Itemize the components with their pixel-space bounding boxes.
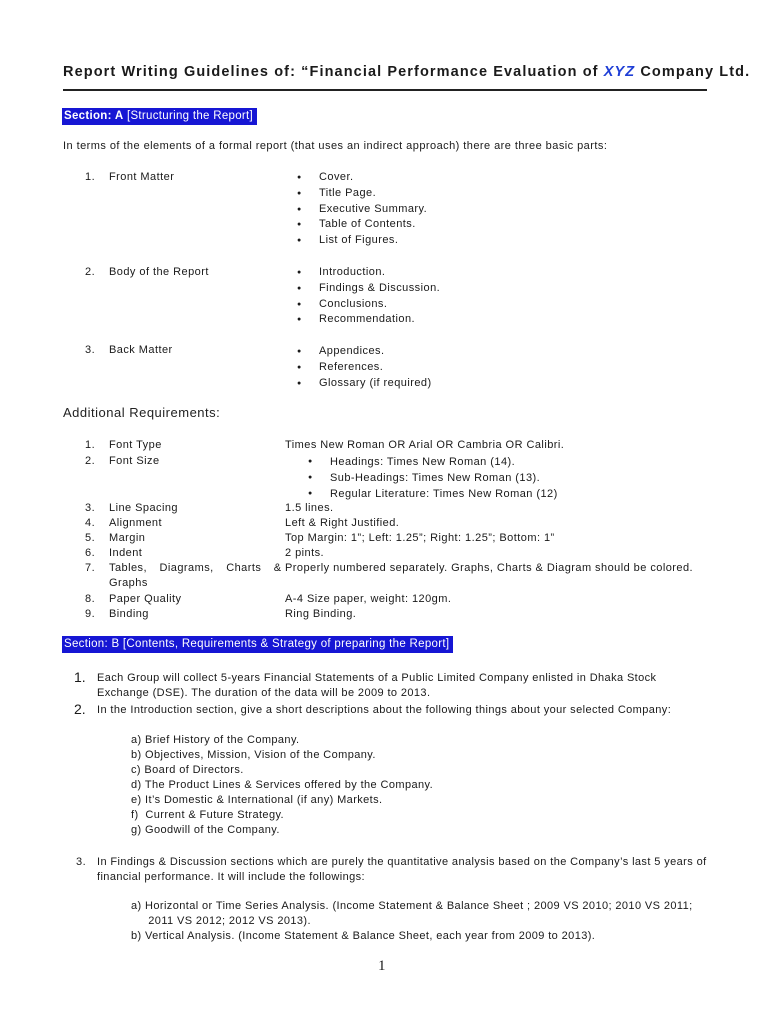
section-b-paragraph: In Findings & Discussion sections which are purely the quantitative analysis based on the Company’s last 5 years of financial performance. It will include the followings: xyxy=(97,856,707,883)
req-number: 7. xyxy=(85,562,96,574)
part-1-bullet-list xyxy=(297,170,427,249)
bullet-item: ● Executive Summary. xyxy=(297,202,427,218)
req-number: 2. xyxy=(85,455,96,467)
list-item: g) Goodwill of the Company. xyxy=(131,824,280,836)
bullet-item: ● Findings & Discussion. xyxy=(297,281,440,297)
section-a-title: [Structuring the Report] xyxy=(123,110,254,122)
part-1-number: 1. xyxy=(85,171,96,183)
section-b-title: [Contents, Requirements & Strategy of preparing the Report] xyxy=(119,638,450,650)
introduction-topics-list xyxy=(131,733,433,838)
req-number: 9. xyxy=(85,608,96,620)
list-item: 2011 VS 2012; 2012 VS 2013). xyxy=(131,915,311,927)
title-suffix: Company Ltd. xyxy=(635,64,751,80)
req-value: A-4 Size paper, weight: 120gm. xyxy=(285,593,452,605)
req-label: Line Spacing xyxy=(109,502,179,514)
part-1-name: Front Matter xyxy=(109,171,175,183)
bullet-item: ● Regular Literature: Times New Roman (12) xyxy=(308,486,558,502)
findings-topics-list xyxy=(131,899,693,944)
part-2-bullet-list xyxy=(297,265,440,328)
bullet-item: ● List of Figures. xyxy=(297,233,427,249)
req-label: Font Type xyxy=(109,439,162,451)
bullet-item: ● Glossary (if required) xyxy=(297,376,432,392)
req-label: Margin xyxy=(109,532,146,544)
req-value: Times New Roman OR Arial OR Cambria OR Calibri. xyxy=(285,439,565,451)
section-b-paragraph: Each Group will collect 5-years Financial Statements of a Public Limited Company enlisted in Dhaka Stock Exchange (DSE). The duration of the data will be 2009 to 2013. xyxy=(97,672,657,699)
req-value: Ring Binding. xyxy=(285,608,357,620)
bullet-item: ● Sub-Headings: Times New Roman (13). xyxy=(308,470,558,486)
req-value: Left & Right Justified. xyxy=(285,517,400,529)
req-value: Top Margin: 1”; Left: 1.25”; Right: 1.25”; Bottom: 1” xyxy=(285,532,555,544)
req-number: 8. xyxy=(85,593,96,605)
bullet-item: ● Cover. xyxy=(297,170,427,186)
req-label: Paper Quality xyxy=(109,593,182,605)
req-label-continued: Graphs xyxy=(109,577,148,589)
section-b-number: 2. xyxy=(74,701,86,717)
req-number: 1. xyxy=(85,439,96,451)
req-label: Font Size xyxy=(109,455,160,467)
font-size-bullet-list xyxy=(308,454,558,502)
section-a-header xyxy=(62,108,257,125)
list-item: f) Current & Future Strategy. xyxy=(131,809,285,821)
section-b-paragraph: In the Introduction section, give a short descriptions about the following things about your selected Company: xyxy=(97,704,672,716)
bullet-item: ● Recommendation. xyxy=(297,312,440,328)
title-underline xyxy=(63,89,707,91)
part-3-number: 3. xyxy=(85,344,96,356)
title-prefix: Report Writing Guidelines of: “Financial Performance Evaluation of xyxy=(63,64,604,80)
section-b-number: 3. xyxy=(76,856,87,868)
bullet-item: ● Introduction. xyxy=(297,265,440,281)
part-3-name: Back Matter xyxy=(109,344,173,356)
list-item: c) Board of Directors. xyxy=(131,764,244,776)
req-value: 2 pints. xyxy=(285,547,325,559)
req-value: Properly numbered separately. Graphs, Charts & Diagram should be colored. xyxy=(285,562,694,574)
section-b-label: Section: B xyxy=(64,638,120,650)
list-item: a) Horizontal or Time Series Analysis. (Income Statement & Balance Sheet ; 2009 VS 2010; 2010 VS 2011; xyxy=(131,900,693,912)
part-2-number: 2. xyxy=(85,266,96,278)
req-label: Tables, Diagrams, Charts & xyxy=(109,562,282,574)
req-number: 5. xyxy=(85,532,96,544)
section-b-header xyxy=(62,636,453,653)
part-2-name: Body of the Report xyxy=(109,266,209,278)
req-label: Indent xyxy=(109,547,143,559)
bullet-item: ● Headings: Times New Roman (14). xyxy=(308,454,558,470)
document-title xyxy=(63,64,751,80)
bullet-item: ● References. xyxy=(297,360,432,376)
bullet-item: ● Table of Contents. xyxy=(297,217,427,233)
req-label: Alignment xyxy=(109,517,162,529)
additional-requirements-heading: Additional Requirements: xyxy=(63,405,221,420)
title-highlight: XYZ xyxy=(603,64,636,80)
bullet-item: ● Conclusions. xyxy=(297,297,440,313)
section-a-intro: In terms of the elements of a formal report (that uses an indirect approach) there are three basic parts: xyxy=(63,140,608,152)
req-number: 4. xyxy=(85,517,96,529)
bullet-item: ● Appendices. xyxy=(297,344,432,360)
page-number: 1 xyxy=(378,958,386,974)
req-label: Binding xyxy=(109,608,149,620)
req-number: 6. xyxy=(85,547,96,559)
req-number: 3. xyxy=(85,502,96,514)
bullet-item: ● Title Page. xyxy=(297,186,427,202)
list-item: b) Vertical Analysis. (Income Statement & Balance Sheet, each year from 2009 to 2013). xyxy=(131,930,596,942)
req-value: 1.5 lines. xyxy=(285,502,334,514)
list-item: a) Brief History of the Company. xyxy=(131,734,300,746)
list-item: d) The Product Lines & Services offered by the Company. xyxy=(131,779,434,791)
part-3-bullet-list xyxy=(297,344,432,391)
section-a-label: Section: A xyxy=(64,110,124,122)
list-item: e) It’s Domestic & International (if any) Markets. xyxy=(131,794,383,806)
list-item: b) Objectives, Mission, Vision of the Company. xyxy=(131,749,376,761)
section-b-number: 1. xyxy=(74,669,86,685)
